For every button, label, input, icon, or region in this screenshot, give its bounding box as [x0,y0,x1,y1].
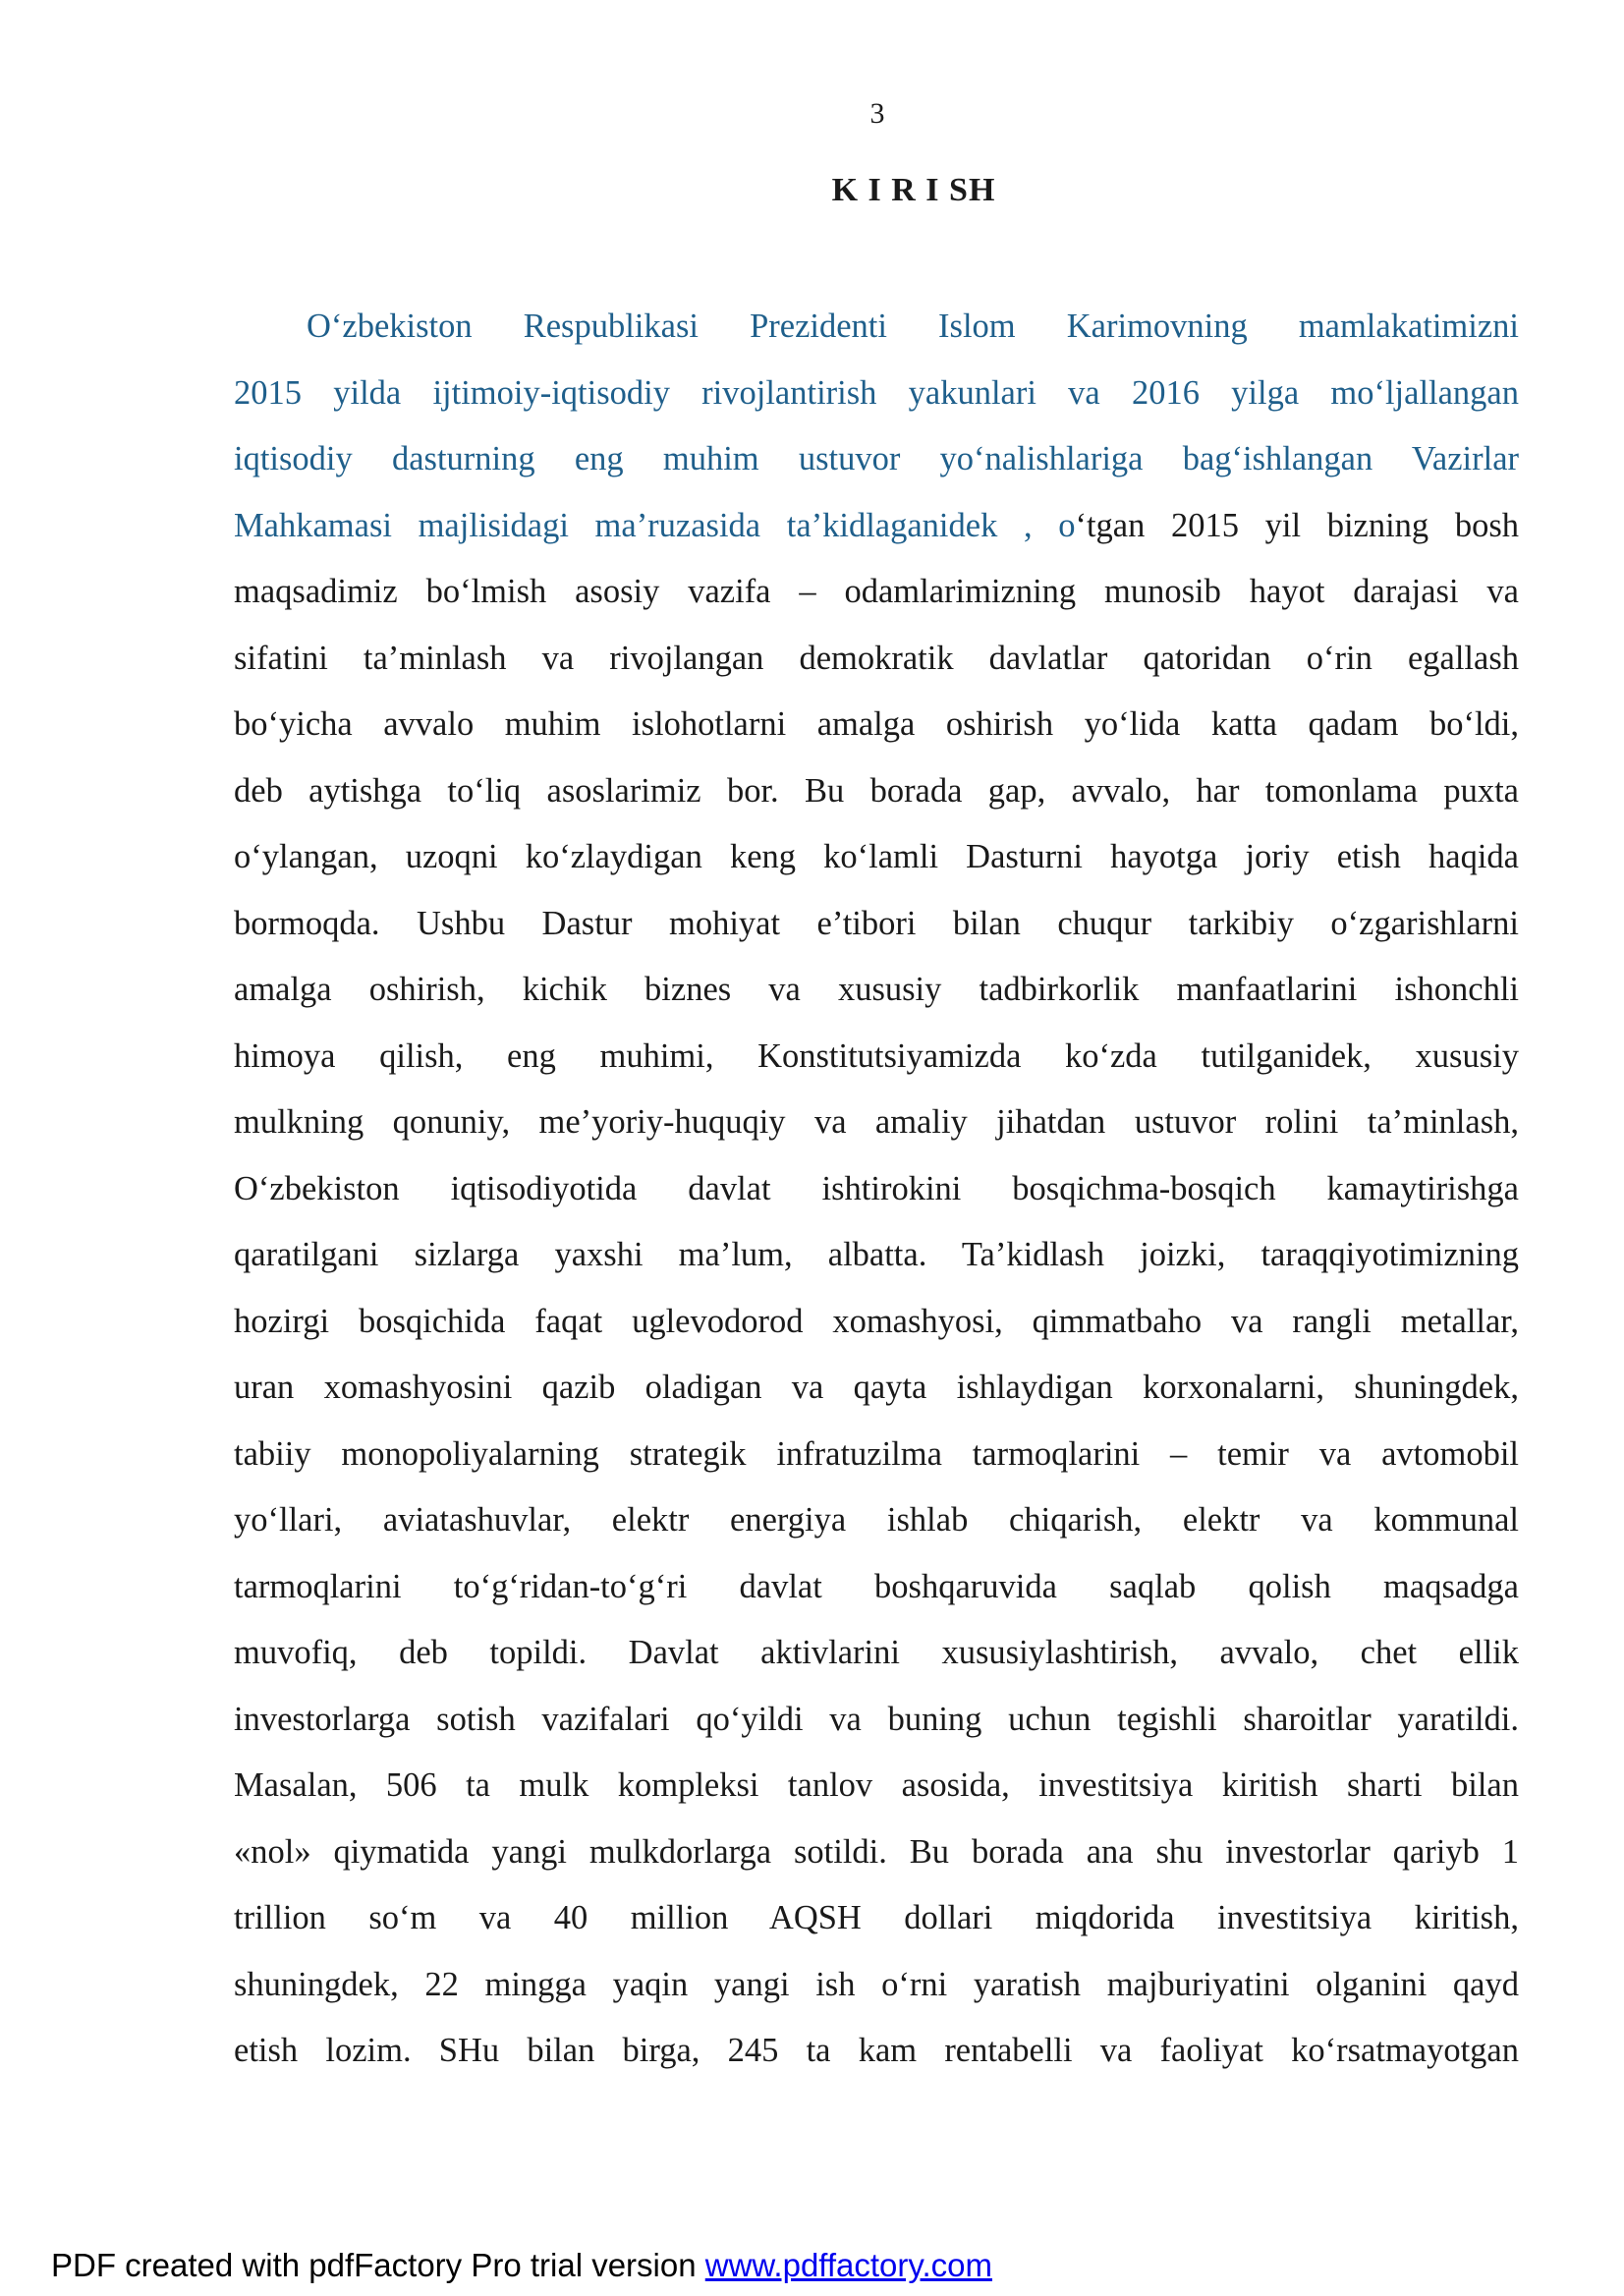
line-text: deb aytishga to‘liq asoslarimiz bor. Bu borada gap, avvalo, har tomonlama puxta [234,771,1519,810]
text-line [234,962,1519,1029]
line-text: o‘ylangan, uzoqni ko‘zlaydigan keng ko‘lamli Dasturni hayotga joriy etish haqida [234,838,1519,875]
text-line [234,1294,1519,1361]
line-text: maqsadimiz bo‘lmish asosiy vazifa – odamlarimizning munosib hayot darajasi va [234,573,1519,610]
line-text: bormoqda. Ushbu Dastur mohiyat e’tibori bilan chuqur tarkibiy o‘zgarishlarni [234,904,1519,942]
text-line [234,1227,1519,1294]
highlighted-text: 2015 yilda ijtimoiy-iqtisodiy rivojlantirish yakunlari va 2016 yilga mo‘ljallangan [234,373,1519,412]
text-line [234,431,1519,498]
highlighted-text: O‘zbekiston Respublikasi Prezidenti Islom Karimovning mamlakatimizni [307,308,1519,345]
line-text: shuningdek, 22 mingga yaqin yangi ish o‘rni yaratish majburiyatini olganini qayd [234,1965,1519,2003]
text-line [234,1094,1519,1161]
text-line [234,697,1519,763]
line-text: investorlarga sotish vazifalari qo‘yildi va buning uchun tegishli sharoitlar yaratildi. [234,1700,1519,1738]
text-line [234,763,1519,830]
text-line [234,1957,1519,2024]
line-text: tarmoqlarini to‘g‘ridan-to‘g‘ri davlat boshqaruvida saqlab qolish maqsadga [234,1567,1519,1605]
line-text: ‘tgan 2015 yil bizning bosh [1075,506,1519,544]
text-line [234,631,1519,698]
text-line [234,365,1519,432]
line-text: Masalan, 506 ta mulk kompleksi tanlov asosida, investitsiya kiritish sharti bilan [234,1766,1519,1804]
line-text: sifatini ta’minlash va rivojlangan demokratik davlatlar qatoridan o‘rin egallash [234,639,1519,677]
text-line [234,1161,1519,1228]
text-line [234,1360,1519,1427]
text-line [234,299,1519,365]
text-line [234,1427,1519,1493]
body-paragraph [234,299,1519,2090]
text-line [234,1029,1519,1095]
line-text: amalga oshirish, kichik biznes va xususiy tadbirkorlik manfaatlarini ishonchli [234,971,1519,1008]
text-line [234,896,1519,963]
text-line [234,1890,1519,1957]
highlighted-text: iqtisodiy dasturning eng muhim ustuvor yo‘nalishlariga bag‘ishlangan Vazirlar [234,440,1519,477]
footer-link[interactable]: www.pdffactory.com [704,2247,992,2283]
line-text: hozirgi bosqichida faqat uglevodorod xomashyosi, qimmatbaho va rangli metallar, [234,1302,1519,1340]
line-text: yo‘llari, aviatashuvlar, elektr energiya ishlab chiqarish, elektr va kommunal [234,1501,1519,1539]
text-line [234,829,1519,896]
text-line [234,2023,1519,2090]
line-text: bo‘yicha avvalo muhim islohotlarni amalga oshirish yo‘lida katta qadam bo‘ldi, [234,705,1519,743]
footer-text: PDF created with pdfFactory Pro trial version [51,2247,705,2283]
text-line [234,1625,1519,1692]
text-line [234,1824,1519,1891]
line-text: qaratilgani sizlarga yaxshi ma’lum, albatta. Ta’kidlash joizki, taraqqiyotimizning [234,1236,1519,1273]
line-text: himoya qilish, eng muhimi, Konstitutsiyamizda ko‘zda tutilganidek, xususiy [234,1036,1519,1075]
line-text: trillion so‘m va 40 million AQSH dollari miqdorida investitsiya kiritish, [234,1899,1519,1936]
text-line [234,1758,1519,1824]
line-text: etish lozim. SHu bilan birga, 245 ta kam rentabelli va faoliyat ko‘rsatmayotgan [234,2032,1519,2069]
page-number: 3 [869,97,885,130]
line-text: muvofiq, deb topildi. Davlat aktivlarini xususiylashtirish, avvalo, chet ellik [234,1634,1519,1671]
line-text: tabiiy monopoliyalarning strategik infratuzilma tarmoqlarini – temir va avtomobil [234,1434,1519,1473]
pdf-footer [51,2246,992,2285]
highlighted-text: Mahkamasi majlisidagi ma’ruzasida ta’kidlaganidek , o [234,506,1076,544]
line-text: «nol» qiymatida yangi mulkdorlarga sotildi. Bu borada ana shu investorlar qariyb 1 [234,1832,1519,1871]
text-line [234,1692,1519,1759]
text-line [234,1492,1519,1559]
text-line [234,1559,1519,1626]
line-text: mulkning qonuniy, me’yoriy-huquqiy va amaliy jihatdan ustuvor rolini ta’minlash, [234,1103,1519,1141]
line-text: O‘zbekiston iqtisodiyotida davlat ishtirokini bosqichma-bosqich kamaytirishga [234,1169,1519,1207]
section-heading: K I R I SH [831,172,996,208]
line-text: uran xomashyosini qazib oladigan va qayta ishlaydigan korxonalarni, shuningdek, [234,1369,1519,1406]
text-line [234,564,1519,631]
text-line [234,498,1519,565]
